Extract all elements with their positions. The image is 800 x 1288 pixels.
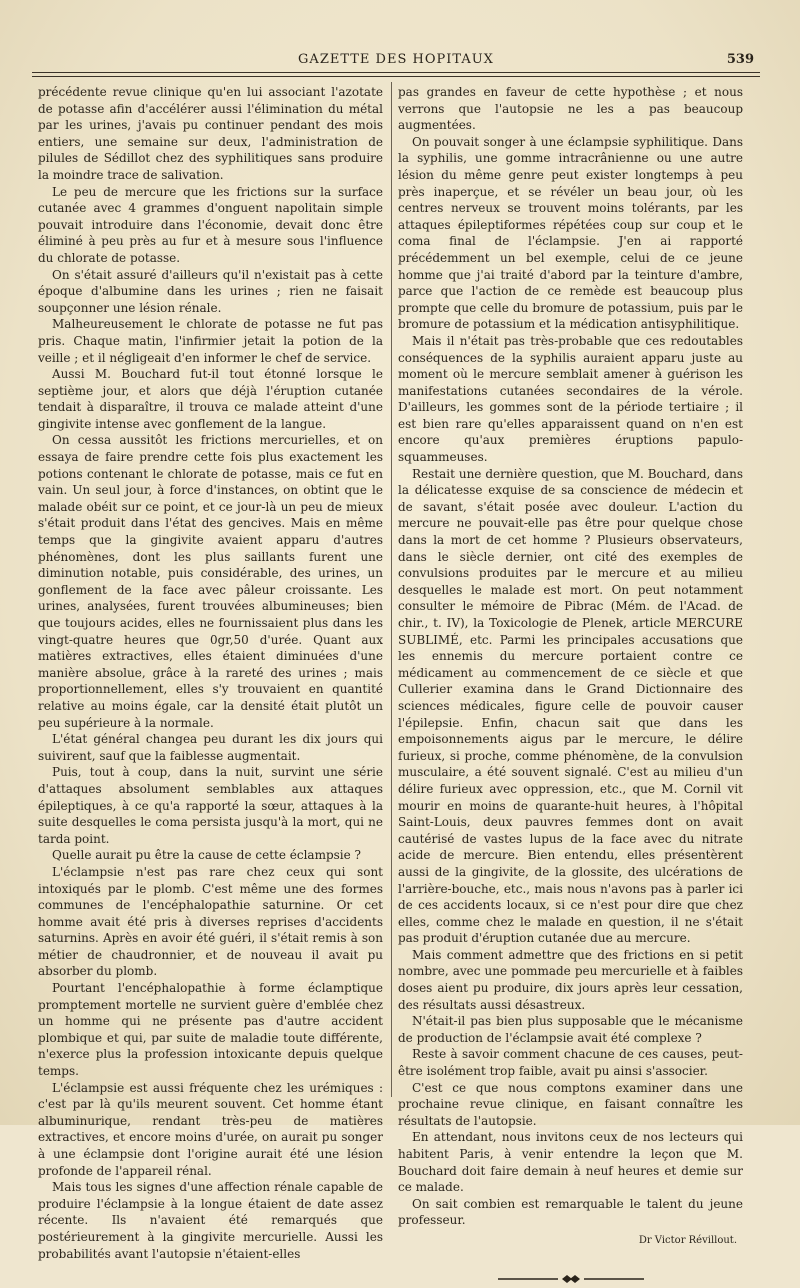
paragraph: On s'était assuré d'ailleurs qu'il n'existait pas à cette époque d'albumine dans les urines ; rien ne faisait soupçonner une lésion rénale. (38, 267, 383, 315)
paragraph: On sait combien est remarquable le talent du jeune professeur. (398, 1196, 743, 1228)
paragraph: L'éclampsie est aussi fréquente chez les urémiques : c'est par là qu'ils meurent souvent. Cet homme étant albuminurique, rendant très-peu de matières extractives, et encore moins d'urée, on aurait pu songer à une éclampsie dont l'origine aurait été une lésion profonde de l'appareil rénal. (38, 1080, 383, 1178)
paragraph: L'éclampsie n'est pas rare chez ceux qui sont intoxiqués par le plomb. C'est même une des formes communes de l'encéphalopathie saturnine. Or cet homme avait été pris à diverses reprises d'accidents saturnins. Après en avoir été guéri, il s'était remis à son métier de chaudronnier, et de nouveau il avait pu absorber du plomb. (38, 864, 383, 979)
author-signature: Dr Victor Révillout. (638, 1234, 737, 1246)
paragraph: Puis, tout à coup, dans la nuit, survint une série d'attaques absolument semblables aux attaques épileptiques, à ce qu'a rapporté la sœur, attaques à la suite desquelles le coma persista jusqu'à la mort, qui ne tarda point. (38, 765, 383, 846)
header-rule-double (32, 76, 760, 77)
left-column (38, 84, 383, 1262)
right-column (398, 84, 743, 1288)
paragraph: pas grandes en faveur de cette hypothèse ; et nous verrons que l'autopsie ne les a pas beaucoup augmentées. (398, 85, 743, 133)
paragraph: On cessa aussitôt les frictions mercurielles, et on essaya de faire prendre cette fois plus exactement les potions contenant le chlorate de potasse, mais ce fut en vain. Un seul jour, à force d'instances, on obtint que le malade obéit sur ce point, et ce jour-là un peu de mieux s'était produit dans l'état des gencives. Mais en même temps que la gingivite avaient apparu d'autres phénomènes, dont les plus saillants furent une diminution notable, puis considérable, des urines, un gonflement de la face avec pâleur croissante. Les urines, analysées, furent trouvées albumineuses; bien que toujours acides, elles ne fournissaient plus dans les vingt-quatre heures que 0gr,50 d'urée. Quant aux matières extractives, elles étaient diminuées d'une manière absolue, grâce à la rareté des urines ; mais proportionnellement, elles s'y trouvaient en quantité relative au moins égale, car la densité était plutôt un peu supérieure à la normale. (38, 433, 383, 730)
paragraph: Malheureusement le chlorate de potasse ne fut pas pris. Chaque matin, l'infirmier jetait la potion de la veille ; et il négligeait d'en informer le chef de service. (38, 317, 383, 365)
paragraph: En attendant, nous invitons ceux de nos lecteurs qui habitent Paris, à venir entendre la leçon que M. Bouchard doit faire demain à neuf heures et demie sur ce malade. (398, 1130, 743, 1195)
header-rule (32, 72, 760, 73)
paragraph: On pouvait songer à une éclampsie syphilitique. Dans la syphilis, une gomme intracrânienne ou une autre lésion du même genre peut exister longtemps à peu près inaperçue, et se révéler un beau jour, où les centres nerveux se trouvent moins tolérants, par les attaques épileptiformes répétées coup sur coup et le coma final de l'éclampsie. J'en ai rapporté précédemment un bel exemple, celui de ce jeune homme que j'ai traité d'abord par la teinture d'ambre, parce que l'action de ce remède est beaucoup plus prompte que celle du bromure de potassium, puis par le bromure de potassium et la médication antisyphilitique. (398, 134, 743, 332)
paragraph: Restait une dernière question, que M. Bouchard, dans la délicatesse exquise de sa conscience de médecin et de savant, s'était posée avec douleur. L'action du mercure ne pouvait-elle pas être pour quelque chose dans la mort de cet homme ? Plusieurs observateurs, dans le siècle dernier, ont cité des exemples de convulsions produites par le mercure et au milieu desquelles le malade est mort. On peut notamment consulter le mémoire de Pibrac (Mém. de l'Acad. de chir., t. IV), la Toxicologie de Plenek, article MERCURE SUBLIMÉ, etc. Parmi les principales accusations que les ennemis du mercure portaient contre ce médicament au commencement de ce siècle et que Cullerier examina dans le Grand Dictionnaire des sciences médicales, figure celle de pouvoir causer l'épilepsie. Enfin, chacun sait que dans les empoisonnements aigus par le mercure, le délire furieux, si proche, comme phénomène, de la convulsion musculaire, a été souvent signalé. C'est au milieu d'un délire furieux avec oppression, etc., que M. Cornil vit mourir en moins de quarante-huit heures, à l'hôpital Saint-Louis, deux pauvres femmes dont on avait cautérisé de vastes lupus de la face avec du nitrate acide de mercure. Bien entendu, elles présentèrent aussi de la gingivite, de la glossite, des ulcérations de l'arrière-bouche, etc., mais nous n'avons pas à parler ici de ces accidents locaux, si ce n'est pour dire que chez elles, comme chez le malade en question, il ne s'était pas produit d'éruption cutanée due au mercure. (398, 466, 743, 946)
column-divider (391, 82, 392, 1097)
paragraph: N'était-il pas bien plus supposable que le mécanisme de production de l'éclampsie avait été complexe ? (398, 1014, 743, 1045)
paragraph: Aussi M. Bouchard fut-il tout étonné lorsque le septième jour, et alors que déjà l'éruption cutanée tendait à disparaître, il trouva ce malade atteint d'une gingivite intense avec gonflement de la langue. (38, 367, 383, 431)
paragraph: précédente revue clinique qu'en lui associant l'azotate de potasse afin d'accélérer aussi l'élimination du métal par les urines, j'avais pu continuer pendant des mois entiers, une semaine sur deux, l'administration de pilules de Sédillot chez des syphilitiques sans produire la moindre trace de salivation. (38, 85, 383, 182)
paragraph: L'état général changea peu durant les dix jours qui suivirent, sauf que la faiblesse augmentait. (38, 732, 383, 763)
paragraph: Pourtant l'encéphalopathie à forme éclamptique promptement mortelle ne survient guère d'emblée chez un homme qui ne présente pas d'autre accident plombique et qui, par suite de maladie toute différente, n'exerce plus la profession intoxicante depuis quelque temps. (38, 981, 383, 1079)
paragraph: Reste à savoir comment chacune de ces causes, peut-être isolément trop faible, avait pu ainsi s'associer. (398, 1047, 743, 1079)
paragraph: Mais comment admettre que des frictions en si petit nombre, avec une pommade peu mercurielle et à faibles doses aient pu produire, dix jours après leur cessation, des résultats aussi désastreux. (398, 947, 743, 1012)
journal-title: GAZETTE DES HOPITAUX (298, 52, 494, 67)
page-header (32, 50, 760, 72)
page-number: 539 (726, 52, 754, 67)
paragraph: Le peu de mercure que les frictions sur la surface cutanée avec 4 grammes d'onguent napolitain simple pouvait introduire dans l'économie, devait donc être éliminé à peu près au fur et à mesure sous l'influence du chlorate de potasse. (38, 184, 383, 265)
paragraph: Mais tous les signes d'une affection rénale capable de produire l'éclampsie à la longue étaient de date assez récente. Ils n'avaient été remarqués que postérieurement à la gingivite mercurielle. Aussi les probabilités avant l'autopsie n'étaient-elles (38, 1180, 383, 1261)
paragraph: Mais il n'était pas très-probable que ces redoutables conséquences de la syphilis auraient apparu juste au moment où le mercure semblait amener à guérison les manifestations cutanées secondaires de la vérole. D'ailleurs, les gommes sont de la période tertiaire ; il est bien rare qu'elles apparaissent quand on n'en est encore qu'aux premières éruptions papulo-squammeuses. (398, 333, 743, 465)
paragraph: Quelle aurait pu être la cause de cette éclampsie ? (52, 848, 361, 863)
ornament-rule-icon (496, 1274, 646, 1284)
end-ornament (398, 1272, 743, 1288)
paragraph: C'est ce que nous comptons examiner dans une prochaine revue clinique, en faisant connaître les résultats de l'autopsie. (398, 1080, 743, 1128)
